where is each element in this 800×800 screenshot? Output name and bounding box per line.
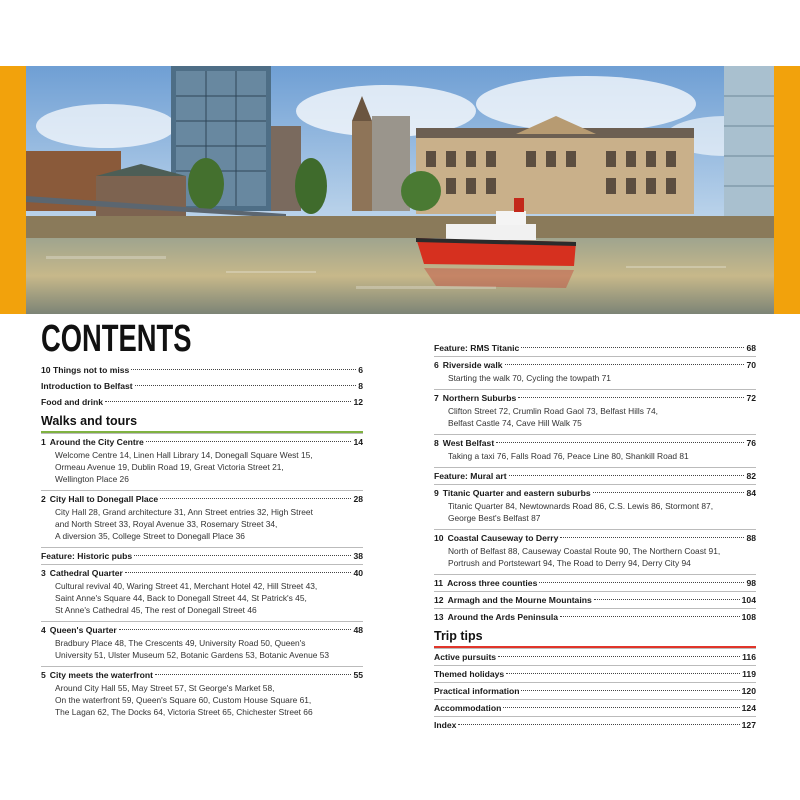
chapter-entry[interactable] (434, 716, 756, 733)
chapter-entry[interactable] (434, 608, 756, 625)
chapter-entry[interactable] (41, 433, 363, 450)
chapter-subentries (434, 372, 756, 384)
chapter-entry[interactable] (434, 434, 756, 451)
subentry-line: A diversion 35, College Street to Donegall Place 36 (55, 531, 245, 541)
chapter-number: 5 (41, 670, 46, 680)
page-number: 108 (741, 612, 756, 622)
dot-leader (125, 572, 352, 573)
chapter-entry[interactable] (434, 591, 756, 608)
entry-title: Riverside walk (442, 360, 503, 370)
dot-leader (131, 369, 356, 370)
subentry-line: Taking a taxi 76, Falls Road 76, Peace Line 80, Shankill Road 81 (448, 451, 689, 461)
chapter-subentries (434, 405, 756, 429)
chapter-subentries (434, 545, 756, 569)
dot-leader (506, 673, 740, 674)
page-number: 48 (353, 625, 363, 635)
entry-title: West Belfast (442, 438, 495, 448)
page-number: 70 (746, 360, 756, 370)
chapter-entry[interactable] (434, 529, 756, 546)
chapter-subentries (41, 682, 363, 718)
subentry-line: City Hall 28, Grand architecture 31, Ann Street entries 32, High Street (55, 507, 313, 517)
toc-entry[interactable] (41, 394, 363, 410)
subentry-line: Bradbury Place 48, The Crescents 49, University Road 50, Queen's (55, 638, 306, 648)
chapter-number: 11 (434, 578, 444, 588)
page-number: 72 (746, 393, 756, 403)
entry-title: Introduction to Belfast (41, 381, 133, 391)
chapter-subentries (434, 450, 756, 462)
entry-title: Around the Ards Peninsula (447, 612, 559, 622)
toc-left-column (41, 362, 363, 723)
page-number: 88 (746, 533, 756, 543)
toc-entry[interactable] (41, 378, 363, 394)
dot-leader (505, 364, 745, 365)
toc-entry[interactable] (41, 362, 363, 378)
page-number: 76 (746, 438, 756, 448)
chapter-entry[interactable] (434, 356, 756, 373)
chapter-entry[interactable] (41, 666, 363, 683)
subentry-line: Around City Hall 55, May Street 57, St George's Market 58, (55, 683, 275, 693)
entry-title: Northern Suburbs (442, 393, 517, 403)
dot-leader (105, 401, 351, 402)
dot-leader (521, 347, 744, 348)
chapter-number: 6 (434, 360, 439, 370)
chapter-subentries (41, 506, 363, 542)
subentry-line: George Best's Belfast 87 (448, 513, 541, 523)
entry-title: Around the City Centre (49, 437, 144, 447)
orange-band-right (774, 66, 800, 314)
chapter-number: 9 (434, 488, 439, 498)
chapter-number: 4 (41, 625, 46, 635)
entry-title: 10 Things not to miss (41, 365, 130, 375)
subentry-line: and North Street 33, Royal Avenue 33, Rosemary Street 34, (55, 519, 278, 529)
chapter-entry[interactable] (434, 648, 756, 665)
dot-leader (135, 385, 357, 386)
chapter-number: 12 (434, 595, 444, 605)
page-number: 68 (746, 343, 756, 353)
dot-leader (518, 397, 744, 398)
page-number: 38 (353, 551, 363, 561)
subentry-line: Starting the walk 70, Cycling the towpath 71 (448, 373, 611, 383)
subentry-line: Belfast Castle 74, Cave Hill Walk 75 (448, 418, 582, 428)
page-number: 104 (741, 595, 756, 605)
entry-title: Active pursuits (434, 652, 497, 662)
entry-title: Feature: Mural art (434, 471, 507, 481)
dot-leader (155, 674, 352, 675)
section-heading: Walks and tours (41, 414, 363, 433)
dot-leader (134, 555, 351, 556)
chapter-subentries (41, 449, 363, 485)
page-number: 84 (746, 488, 756, 498)
entry-title: Armagh and the Mourne Mountains (447, 595, 592, 605)
chapter-subentries (434, 500, 756, 524)
page-number: 119 (742, 669, 756, 679)
dot-leader (560, 537, 744, 538)
entry-title: Themed holidays (434, 669, 505, 679)
page-number: 116 (742, 652, 756, 662)
subentry-line: North of Belfast 88, Causeway Coastal Route 90, The Northern Coast 91, (448, 546, 721, 556)
orange-band-left (0, 66, 26, 314)
dot-leader (498, 656, 740, 657)
subentry-line: Welcome Centre 14, Linen Hall Library 14, Donegall Square West 15, (55, 450, 313, 460)
page-number: 55 (353, 670, 363, 680)
page-number: 12 (353, 397, 363, 407)
subentry-line: St Anne's Cathedral 45, The rest of Donegall Street 46 (55, 605, 257, 615)
subentry-line: Cultural revival 40, Waring Street 41, Merchant Hotel 42, Hill Street 43, (55, 581, 318, 591)
chapter-number: 7 (434, 393, 439, 403)
chapter-entry[interactable] (41, 490, 363, 507)
chapter-entry[interactable] (434, 699, 756, 716)
dot-leader (539, 582, 744, 583)
chapter-number: 2 (41, 494, 46, 504)
subentry-line: Saint Anne's Square 44, Back to Donegall Street 44, St Patrick's 45, (55, 593, 307, 603)
section-heading: Trip tips (434, 629, 756, 648)
toc-right-column (434, 340, 756, 733)
chapter-number: 8 (434, 438, 439, 448)
page-number: 124 (741, 703, 756, 713)
chapter-entry[interactable] (41, 564, 363, 581)
dot-leader (119, 629, 352, 630)
chapter-number: 1 (41, 437, 46, 447)
chapter-entry[interactable] (434, 574, 756, 591)
chapter-entry[interactable] (434, 484, 756, 501)
chapter-subentries (41, 637, 363, 661)
dot-leader (496, 442, 744, 443)
dot-leader (594, 599, 740, 600)
entry-title: City meets the waterfront (49, 670, 153, 680)
chapter-entry[interactable] (41, 621, 363, 638)
subentry-line: Titanic Quarter 84, Newtownards Road 86, C.S. Lewis 86, Stormont 87, (448, 501, 714, 511)
page-number: 127 (741, 720, 756, 730)
entry-title: Queen's Quarter (49, 625, 117, 635)
page-number: 6 (358, 365, 363, 375)
page-number: 40 (353, 568, 363, 578)
chapter-entry[interactable] (434, 389, 756, 406)
page-number: 28 (353, 494, 363, 504)
subentry-line: The Lagan 62, The Docks 64, Victoria Street 65, Chichester Street 66 (55, 707, 313, 717)
dot-leader (503, 707, 739, 708)
entry-title: Index (434, 720, 457, 730)
subentry-line: Portrush and Portstewart 94, The Road to Derry 94, Derry City 94 (448, 558, 691, 568)
subentry-line: University 51, Ulster Museum 52, Botanic Gardens 53, Botanic Avenue 53 (55, 650, 330, 660)
page-number: 120 (741, 686, 756, 696)
entry-title: City Hall to Donegall Place (49, 494, 159, 504)
entry-title: Coastal Causeway to Derry (447, 533, 559, 543)
subentry-line: Clifton Street 72, Crumlin Road Gaol 73, Belfast Hills 74, (448, 406, 658, 416)
entry-title: Across three counties (447, 578, 538, 588)
dot-leader (593, 492, 745, 493)
chapter-number: 3 (41, 568, 46, 578)
dot-leader (509, 475, 745, 476)
dot-leader (160, 498, 351, 499)
chapter-number: 13 (434, 612, 444, 622)
entry-title: Feature: RMS Titanic (434, 343, 520, 353)
page-number: 8 (358, 381, 363, 391)
chapter-entry[interactable] (41, 547, 363, 564)
chapter-entry[interactable] (434, 682, 756, 699)
dot-leader (521, 690, 739, 691)
page-number: 98 (746, 578, 756, 588)
dot-leader (560, 616, 740, 617)
subentry-line: Ormeau Avenue 19, Dublin Road 19, Great Victoria Street 21, (55, 462, 284, 472)
chapter-entry[interactable] (434, 467, 756, 484)
subentry-line: Wellington Place 26 (55, 474, 129, 484)
entry-title: Cathedral Quarter (49, 568, 123, 578)
entry-title: Titanic Quarter and eastern suburbs (442, 488, 591, 498)
dot-leader (146, 441, 352, 442)
entry-title: Practical information (434, 686, 520, 696)
chapter-number: 10 (434, 533, 444, 543)
belfast-harbour-photo (26, 66, 774, 314)
dot-leader (458, 724, 739, 725)
page-title: CONTENTS (41, 318, 192, 360)
entry-title: Accommodation (434, 703, 502, 713)
page-number: 14 (353, 437, 363, 447)
entry-title: Feature: Historic pubs (41, 551, 133, 561)
entry-title: Food and drink (41, 397, 104, 407)
chapter-subentries (41, 580, 363, 616)
page-number: 82 (746, 471, 756, 481)
chapter-entry[interactable] (434, 665, 756, 682)
subentry-line: On the waterfront 59, Queen's Square 60, Custom House Square 61, (55, 695, 312, 705)
toc-entry[interactable] (434, 340, 756, 356)
